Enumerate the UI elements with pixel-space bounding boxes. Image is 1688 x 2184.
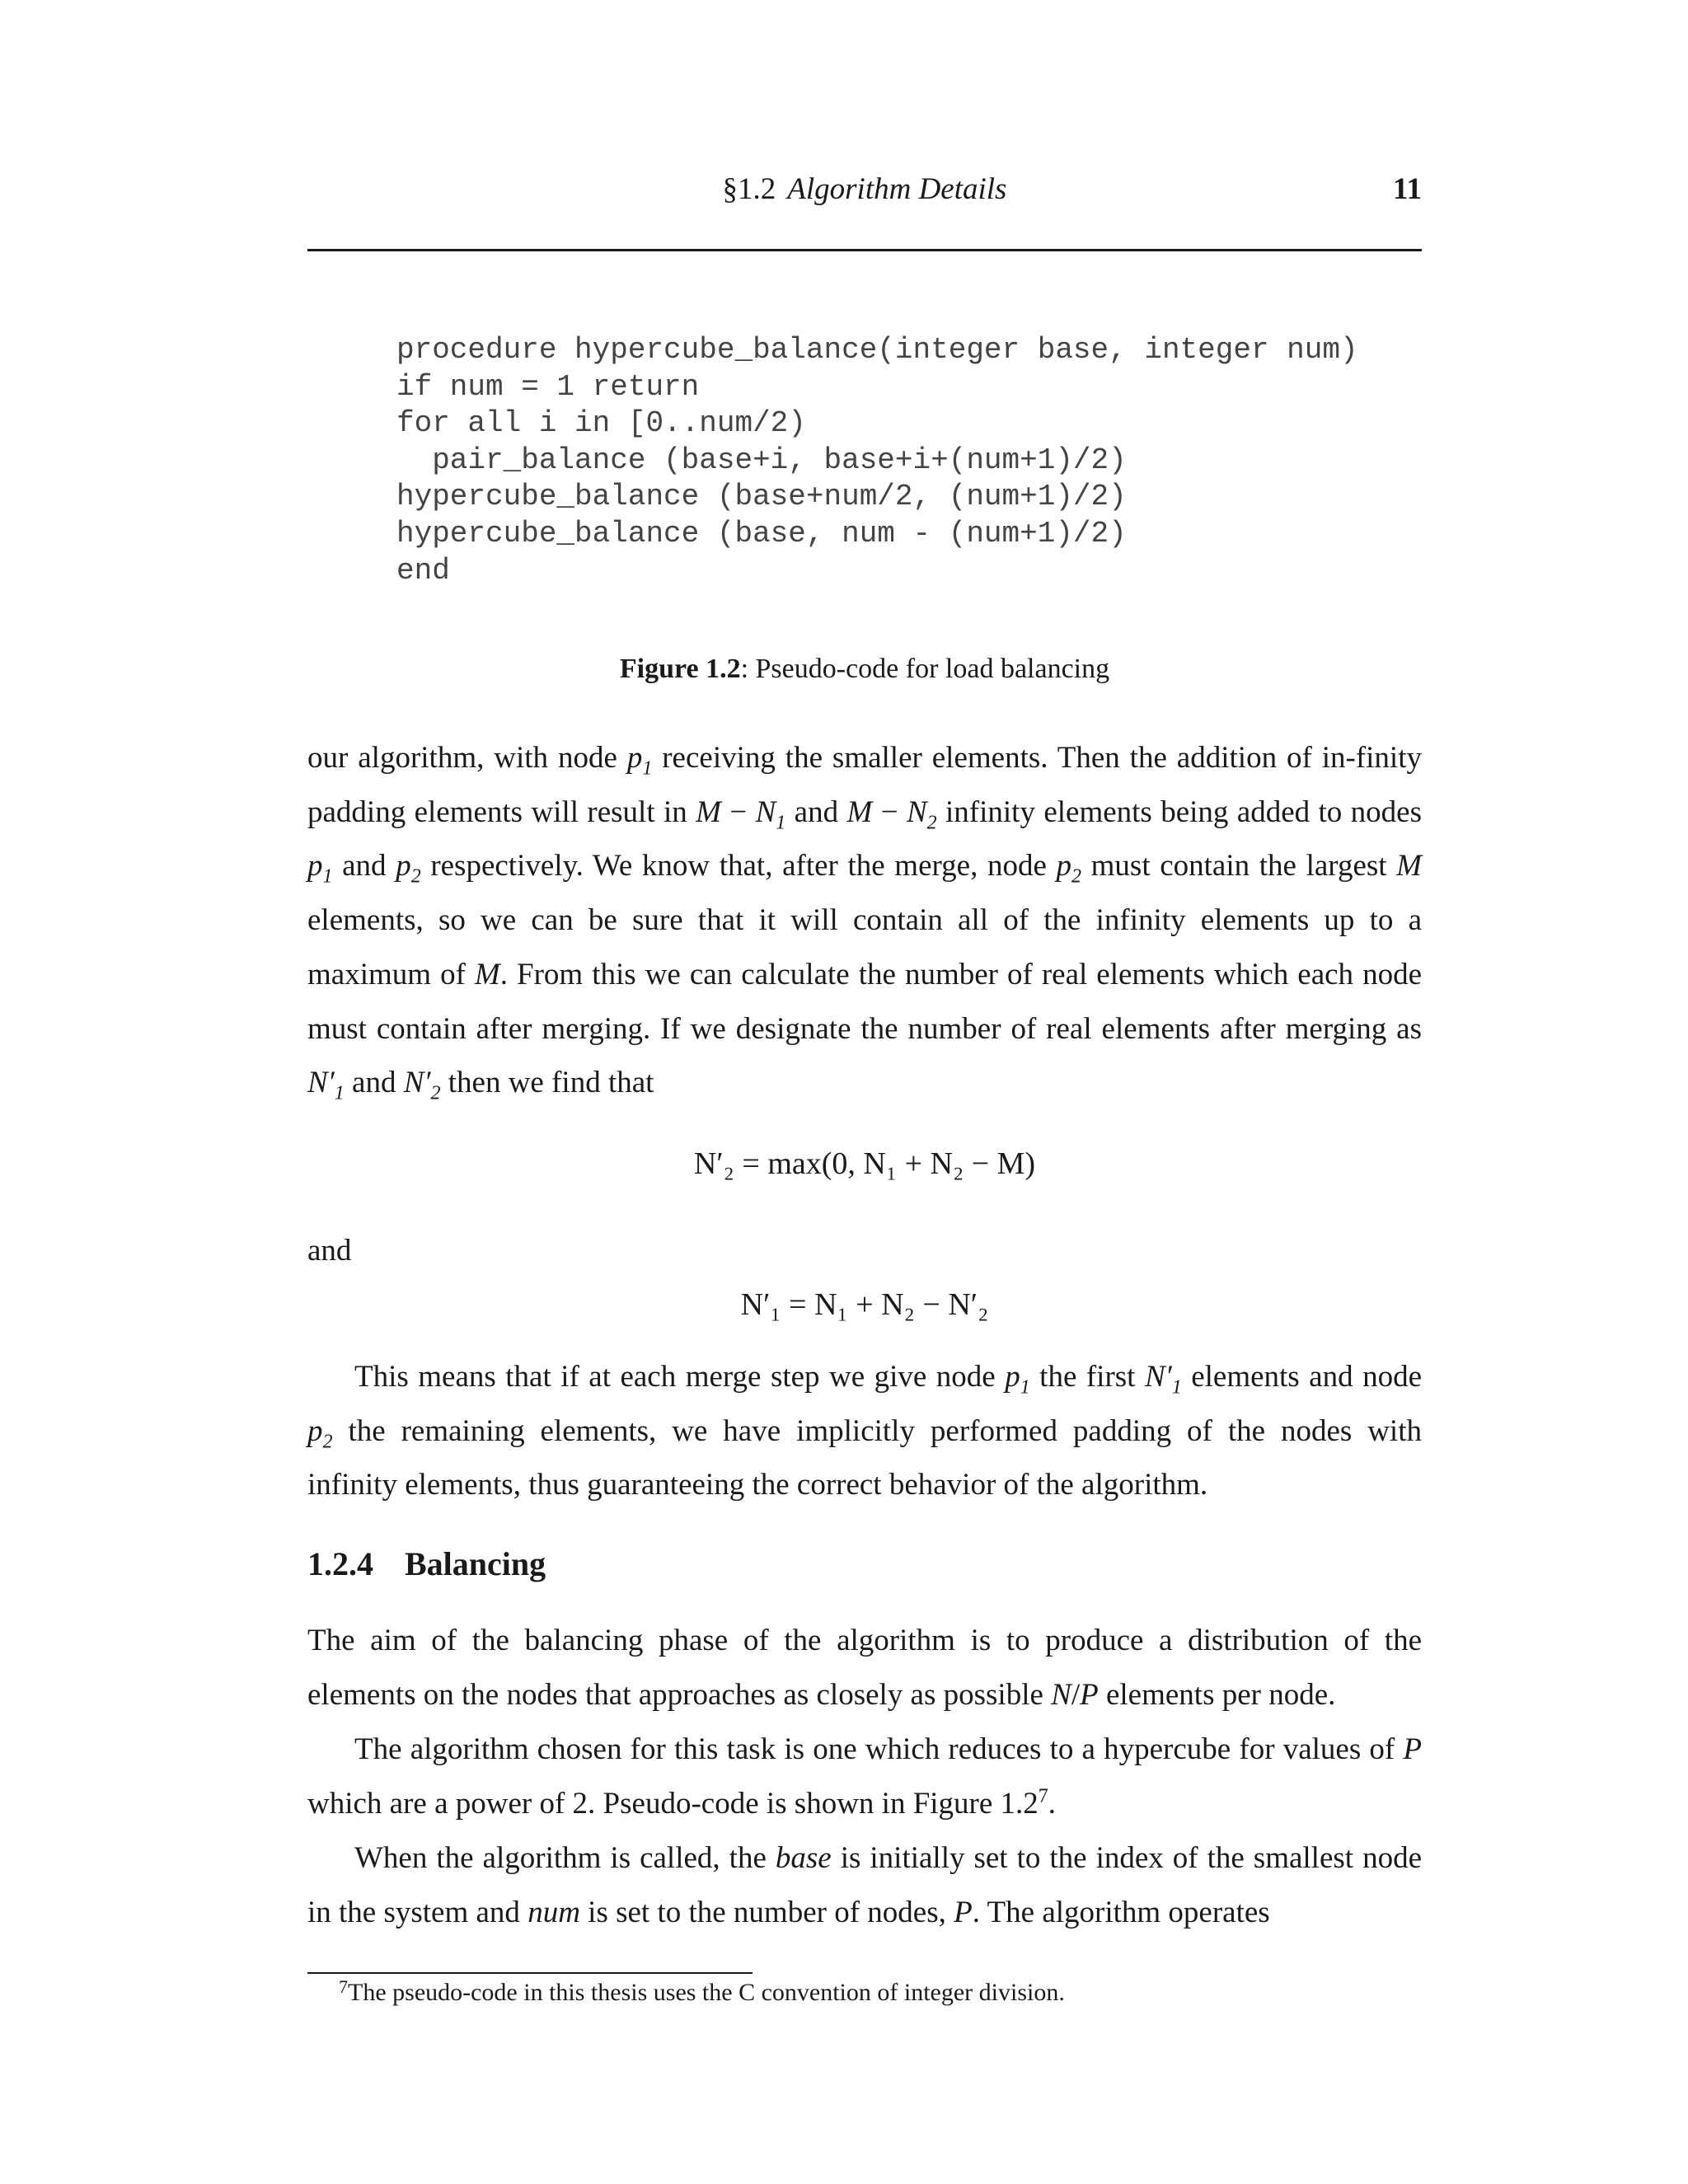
paragraph-merge: our algorithm, with node $p_1$ receiving the smaller elements. Then the addition of in-finity padding elements will result in $M - N_1$ and $M - N_2$ infinity elements being added to nodes $p_1$ and $p_2$ respectively. We know that, after the merge, node $p_2$ must contain the largest M elements, so we can be sure that it will contain all of the infinity elements up to a maximum of M. From this we can calculate the number of real elements which each node must contain after merging. If we designate the number of real elements after merging as $N'_1$ and $N'_2$ then we find that [307, 741, 1422, 1104]
math-N2: $N_2$ [906, 794, 937, 834]
text-run: . [1048, 1786, 1057, 1821]
text-run: The aim of the balancing phase of the algorithm is to produce a distribution of the elements on the nodes that approaches as closely as possible [307, 1624, 1422, 1712]
section-symbol: §1.2 [722, 172, 776, 206]
paragraph-balancing-aim: The aim of the balancing phase of the algorithm is to produce a distribution of the elements on the nodes that approaches as closely as possible N/P elements per node. [307, 1624, 1422, 1712]
text-run: elements, so we can be sure that it will contain all of the infinity elements up to a maximum of [307, 903, 1422, 991]
pseudo-code-block [396, 332, 1358, 589]
and-text: and [307, 1234, 352, 1268]
section-heading [307, 1541, 546, 1587]
text-run: . The algorithm operates [972, 1895, 1270, 1929]
paragraph-padding [307, 1350, 1422, 1512]
text-run: This means that if at each merge step we give node [354, 1360, 1006, 1394]
text-run: elements and node [1181, 1360, 1422, 1394]
math-M-minus-N2: M [846, 794, 873, 829]
word-base: base [775, 1841, 832, 1875]
code-line: pair_balance (base+i, base+i+(num+1)/2) [396, 443, 1127, 477]
math-p2: $p_2$ [1056, 849, 1082, 888]
math-p1: $p_1$ [1005, 1360, 1030, 1399]
text-run: The algorithm chosen for this task is one which reduces to a hypercube for values of [354, 1732, 1404, 1766]
section-number: 1.2.4 [307, 1545, 373, 1582]
section-heading-title: Balancing [405, 1545, 546, 1582]
text-run: infinity elements being added to nodes [936, 794, 1422, 829]
word-num: num [528, 1895, 580, 1929]
footnote-text: The pseudo-code in this thesis uses the C convention of integer division. [348, 1979, 1065, 2006]
math-M: M [1396, 849, 1422, 883]
equation-n2-prime: N′₂ = max(0, N₁ + N₂ − M) [693, 1146, 1036, 1181]
math-N1-prime: $N'_1$ [307, 1066, 345, 1104]
code-line: hypercube_balance (base, num - (num+1)/2) [396, 516, 1127, 551]
text-run: . From this we can calculate the number of real elements which each node must contain after merging. If we designate the number of real elements after merging as [307, 957, 1422, 1046]
math-M: M [474, 957, 500, 991]
footnote-rule [307, 1972, 753, 1974]
math-p1: $p_1$ [626, 741, 653, 780]
running-header [307, 169, 1422, 210]
text-run: When the algorithm is called, the [354, 1841, 776, 1875]
code-line: end [396, 553, 450, 588]
math-p2: $p_2$ [396, 849, 421, 888]
footnote-number: 7 [339, 1976, 348, 1997]
paragraph-hypercube [307, 1722, 1422, 1830]
equation-n1-prime: N′₁ = N₁ + N₂ − N′₂ [740, 1287, 989, 1322]
figure-caption-text: : Pseudo-code for load balancing [740, 654, 1110, 684]
text-run: the remaining elements, we have implicitly performed padding of the nodes with infinity elements, thus guaranteeing the correct behavior of the algorithm. [307, 1413, 1422, 1502]
text-run: is set to the number of nodes, [579, 1895, 954, 1929]
footnote [339, 1976, 1065, 2009]
code-line: for all i in [0..num/2) [396, 406, 806, 441]
paragraph-algorithm-call [307, 1831, 1422, 1939]
math-N2-prime: $N'_2$ [403, 1066, 441, 1104]
math-p2: $p_2$ [307, 1413, 333, 1453]
math-N-over-P: N [1051, 1677, 1071, 1712]
text-run: respectively. We know that, after the merge, node [420, 849, 1057, 883]
text-run: and [344, 1066, 404, 1100]
page-number: 11 [1393, 172, 1422, 206]
header-rule [307, 249, 1422, 251]
footnote-marker[interactable]: 7 [1038, 1785, 1048, 1807]
figure-caption [307, 651, 1422, 687]
text-run: which are a power of 2. Pseudo-code is shown in Figure 1.2 [307, 1786, 1039, 1821]
math-P: P [1080, 1677, 1099, 1712]
math-P: P [1403, 1732, 1422, 1766]
text-run: elements per node. [1098, 1677, 1336, 1712]
text-run: is initially set to the index of the smallest node in the system and [307, 1841, 1422, 1929]
running-header-section [307, 169, 1422, 210]
text-run: and [332, 849, 396, 883]
math-P: P [954, 1895, 973, 1929]
text-run: receiving the smaller elements. Then the addition of in-finity padding elements will result in [307, 741, 1422, 829]
page [307, 0, 1422, 2184]
text-run: and [785, 794, 847, 829]
text-run: then we find that [440, 1066, 654, 1100]
code-line: procedure hypercube_balance(integer base, integer num) [396, 333, 1358, 367]
math-N1: $N_1$ [755, 794, 786, 834]
figure-label: Figure 1.2 [619, 654, 741, 684]
math-N1-prime: $N'_1$ [1144, 1360, 1182, 1399]
text-run: the first [1029, 1360, 1145, 1394]
math-M-minus-N1: M [696, 794, 721, 829]
math-p1: $p_1$ [307, 849, 333, 888]
section-title: Algorithm Details [787, 172, 1007, 206]
code-line: hypercube_balance (base+num/2, (num+1)/2) [396, 480, 1127, 514]
text-run: our algorithm, with node [307, 741, 627, 775]
text-run: must contain the largest [1081, 849, 1397, 883]
code-line: if num = 1 return [396, 369, 700, 404]
